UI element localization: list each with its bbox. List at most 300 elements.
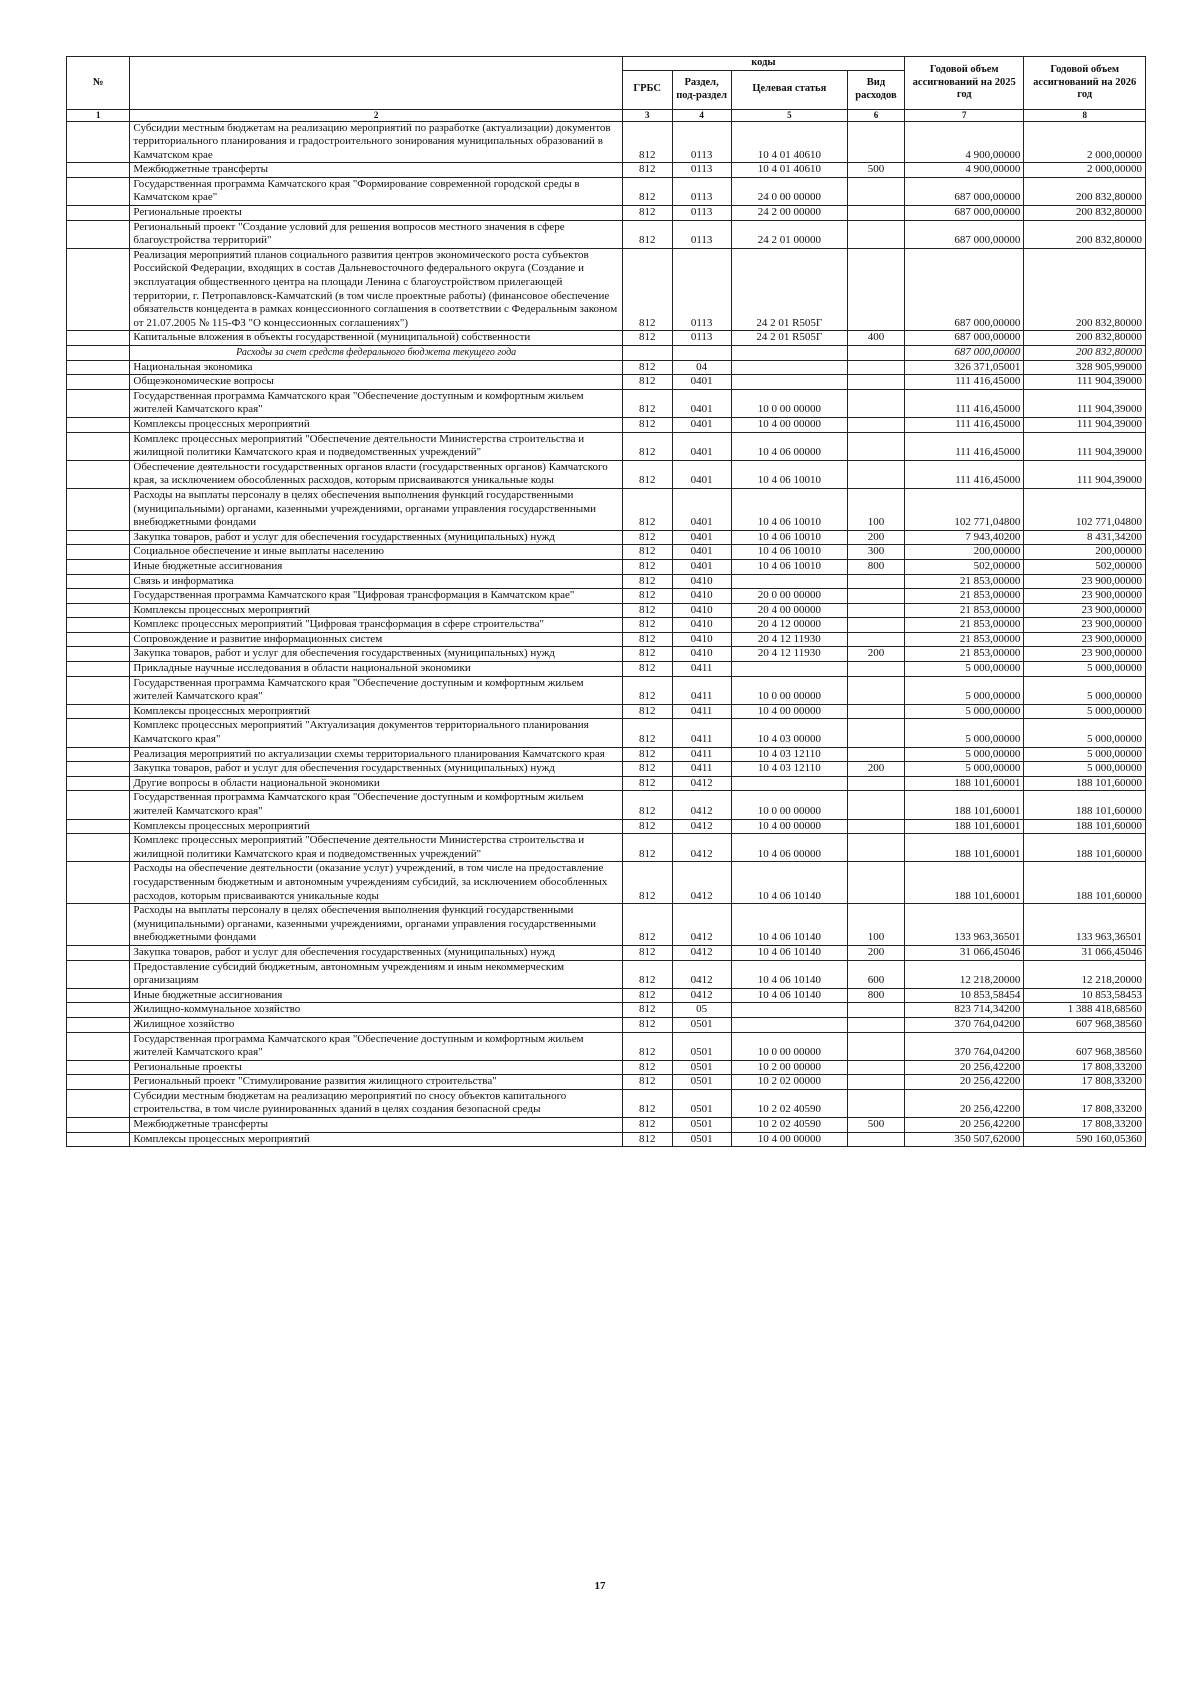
row-number-cell — [67, 676, 130, 704]
row-expense-type-cell — [847, 574, 904, 589]
table-row — [67, 704, 1146, 719]
row-grbs-cell: 812 — [622, 632, 672, 647]
table-row — [67, 206, 1146, 221]
row-expense-type-cell: 100 — [847, 904, 904, 946]
row-name-cell: Жилищно-коммунальное хозяйство — [130, 1003, 622, 1018]
table-row — [67, 1089, 1146, 1117]
row-section-cell: 0113 — [672, 206, 731, 221]
row-section-cell: 0411 — [672, 719, 731, 747]
row-number-cell — [67, 618, 130, 633]
row-target-article-cell: 10 2 02 40590 — [731, 1118, 847, 1133]
row-section-cell: 0501 — [672, 1075, 731, 1090]
col-number-3: 3 — [622, 109, 672, 121]
row-amount-2025-cell: 687 000,00000 — [905, 177, 1024, 205]
row-name-cell: Комплексы процессных мероприятий — [130, 417, 622, 432]
row-expense-type-cell — [847, 121, 904, 163]
row-amount-2026-cell: 31 066,45046 — [1024, 945, 1146, 960]
row-target-article-cell: 10 4 06 10010 — [731, 488, 847, 530]
header-target-article: Целевая статья — [731, 70, 847, 109]
row-expense-type-cell — [847, 719, 904, 747]
row-name-cell: Государственная программа Камчатского края "Обеспечение доступным и комфортным жильем жителей Камчатского края" — [130, 389, 622, 417]
row-amount-2025-cell: 188 101,60001 — [905, 819, 1024, 834]
row-section-cell: 0113 — [672, 121, 731, 163]
row-number-cell — [67, 632, 130, 647]
row-section-cell: 0412 — [672, 819, 731, 834]
row-target-article-cell — [731, 1017, 847, 1032]
row-amount-2025-cell: 111 416,45000 — [905, 417, 1024, 432]
row-target-article-cell: 24 2 01 R505Г — [731, 331, 847, 346]
row-grbs-cell: 812 — [622, 1017, 672, 1032]
row-name-cell: Государственная программа Камчатского края "Обеспечение доступным и комфортным жильем жителей Камчатского края" — [130, 1032, 622, 1060]
row-section-cell: 0113 — [672, 248, 731, 331]
row-expense-type-cell — [847, 417, 904, 432]
row-expense-type-cell: 200 — [847, 530, 904, 545]
row-section-cell: 0412 — [672, 834, 731, 862]
row-grbs-cell: 812 — [622, 206, 672, 221]
row-name-cell: Расходы на выплаты персоналу в целях обеспечения выполнения функций государственными (муниципальными) органами, казенными учреждениями, органами управления государственными внебюджетными фондами — [130, 904, 622, 946]
row-expense-type-cell — [847, 432, 904, 460]
row-expense-type-cell: 200 — [847, 647, 904, 662]
row-name-cell: Государственная программа Камчатского края "Формирование современной городской среды в Камчатском крае" — [130, 177, 622, 205]
row-target-article-cell: 10 4 06 10140 — [731, 862, 847, 904]
row-name-cell: Государственная программа Камчатского края "Обеспечение доступным и комфортным жильем жителей Камчатского края" — [130, 676, 622, 704]
row-grbs-cell: 812 — [622, 574, 672, 589]
row-expense-type-cell — [847, 676, 904, 704]
row-grbs-cell: 812 — [622, 177, 672, 205]
row-amount-2025-cell: 21 853,00000 — [905, 632, 1024, 647]
row-section-cell: 0412 — [672, 945, 731, 960]
row-amount-2025-cell: 687 000,00000 — [905, 346, 1024, 361]
row-target-article-cell: 10 4 00 00000 — [731, 819, 847, 834]
row-amount-2026-cell: 188 101,60000 — [1024, 776, 1146, 791]
row-name-cell: Расходы на выплаты персоналу в целях обеспечения выполнения функций государственными (муниципальными) органами, казенными учреждениями, органами управления государственными внебюджетными фондами — [130, 488, 622, 530]
row-number-cell — [67, 662, 130, 677]
row-amount-2026-cell: 23 900,00000 — [1024, 632, 1146, 647]
row-number-cell — [67, 791, 130, 819]
row-grbs-cell: 812 — [622, 945, 672, 960]
row-number-cell — [67, 1003, 130, 1018]
table-row — [67, 834, 1146, 862]
row-amount-2025-cell: 7 943,40200 — [905, 530, 1024, 545]
row-amount-2025-cell: 687 000,00000 — [905, 220, 1024, 248]
row-number-cell — [67, 375, 130, 390]
row-amount-2025-cell: 5 000,00000 — [905, 676, 1024, 704]
row-number-cell — [67, 1017, 130, 1032]
row-expense-type-cell: 100 — [847, 488, 904, 530]
row-name-cell: Комплексы процессных мероприятий — [130, 603, 622, 618]
row-amount-2025-cell: 4 900,00000 — [905, 163, 1024, 178]
row-amount-2025-cell: 20 256,42200 — [905, 1118, 1024, 1133]
row-amount-2026-cell: 200 832,80000 — [1024, 206, 1146, 221]
row-grbs-cell: 812 — [622, 762, 672, 777]
col-number-4: 4 — [672, 109, 731, 121]
row-number-cell — [67, 1118, 130, 1133]
row-amount-2026-cell: 328 905,99000 — [1024, 360, 1146, 375]
row-grbs-cell: 812 — [622, 904, 672, 946]
row-section-cell: 0412 — [672, 960, 731, 988]
row-section-cell: 0501 — [672, 1060, 731, 1075]
row-name-cell: Комплексы процессных мероприятий — [130, 1132, 622, 1147]
col-number-8: 8 — [1024, 109, 1146, 121]
row-target-article-cell: 10 4 06 10010 — [731, 460, 847, 488]
row-target-article-cell: 20 0 00 00000 — [731, 589, 847, 604]
row-target-article-cell: 24 0 00 00000 — [731, 177, 847, 205]
row-number-cell — [67, 747, 130, 762]
row-section-cell: 0501 — [672, 1132, 731, 1147]
row-amount-2025-cell: 20 256,42200 — [905, 1075, 1024, 1090]
row-name-cell: Расходы на обеспечение деятельности (оказание услуг) учреждений, в том числе на предоставление государственным бюджетным и автономным учреждениям субсидий, за исключением обособленных расходов, которым присваиваются уникальные коды — [130, 862, 622, 904]
row-expense-type-cell: 300 — [847, 545, 904, 560]
col-number-5: 5 — [731, 109, 847, 121]
table-row — [67, 719, 1146, 747]
row-name-cell: Реализация мероприятий по актуализации схемы территориального планирования Камчатского края — [130, 747, 622, 762]
row-section-cell: 0411 — [672, 662, 731, 677]
row-expense-type-cell — [847, 819, 904, 834]
table-row — [67, 589, 1146, 604]
row-section-cell: 0401 — [672, 530, 731, 545]
table-row — [67, 1132, 1146, 1147]
row-grbs-cell: 812 — [622, 960, 672, 988]
row-expense-type-cell — [847, 589, 904, 604]
row-grbs-cell: 812 — [622, 1075, 672, 1090]
row-expense-type-cell — [847, 360, 904, 375]
row-amount-2026-cell: 1 388 418,68560 — [1024, 1003, 1146, 1018]
row-amount-2025-cell: 20 256,42200 — [905, 1089, 1024, 1117]
row-expense-type-cell — [847, 618, 904, 633]
row-section-cell: 0412 — [672, 776, 731, 791]
row-target-article-cell: 20 4 12 11930 — [731, 647, 847, 662]
table-row — [67, 432, 1146, 460]
row-target-article-cell: 10 4 06 10010 — [731, 559, 847, 574]
row-amount-2026-cell: 102 771,04800 — [1024, 488, 1146, 530]
row-amount-2025-cell: 370 764,04200 — [905, 1017, 1024, 1032]
row-grbs-cell: 812 — [622, 121, 672, 163]
row-number-cell — [67, 177, 130, 205]
row-number-cell — [67, 988, 130, 1003]
row-name-cell: Комплекс процессных мероприятий "Цифровая трансформация в сфере строительства" — [130, 618, 622, 633]
row-section-cell: 0113 — [672, 177, 731, 205]
row-section-cell: 0401 — [672, 488, 731, 530]
row-grbs-cell: 812 — [622, 488, 672, 530]
row-name-cell: Предоставление субсидий бюджетным, автономным учреждениям и иным некоммерческим организациям — [130, 960, 622, 988]
row-amount-2026-cell: 5 000,00000 — [1024, 719, 1146, 747]
row-section-cell: 0401 — [672, 389, 731, 417]
row-section-cell: 0401 — [672, 545, 731, 560]
row-target-article-cell: 10 4 06 00000 — [731, 834, 847, 862]
row-grbs-cell: 812 — [622, 603, 672, 618]
row-expense-type-cell — [847, 177, 904, 205]
row-amount-2025-cell: 687 000,00000 — [905, 248, 1024, 331]
row-expense-type-cell — [847, 389, 904, 417]
row-section-cell: 0501 — [672, 1118, 731, 1133]
row-target-article-cell: 20 4 12 11930 — [731, 632, 847, 647]
row-target-article-cell: 20 4 00 00000 — [731, 603, 847, 618]
row-amount-2026-cell: 200 832,80000 — [1024, 248, 1146, 331]
table-row — [67, 1060, 1146, 1075]
row-number-cell — [67, 904, 130, 946]
row-amount-2025-cell: 5 000,00000 — [905, 704, 1024, 719]
row-target-article-cell: 10 0 00 00000 — [731, 1032, 847, 1060]
table-row — [67, 662, 1146, 677]
row-name-cell: Региональный проект "Стимулирование развития жилищного строительства" — [130, 1075, 622, 1090]
row-name-cell: Государственная программа Камчатского края "Цифровая трансформация в Камчатском крае" — [130, 589, 622, 604]
row-section-cell: 04 — [672, 360, 731, 375]
row-target-article-cell — [731, 574, 847, 589]
table-header — [67, 57, 1146, 122]
row-grbs-cell: 812 — [622, 662, 672, 677]
row-target-article-cell: 10 4 00 00000 — [731, 1132, 847, 1147]
row-target-article-cell — [731, 360, 847, 375]
row-target-article-cell: 10 4 06 10140 — [731, 945, 847, 960]
row-section-cell: 0410 — [672, 632, 731, 647]
table-row — [67, 632, 1146, 647]
row-amount-2026-cell: 23 900,00000 — [1024, 618, 1146, 633]
row-expense-type-cell: 500 — [847, 163, 904, 178]
table-row — [67, 177, 1146, 205]
row-grbs-cell: 812 — [622, 1060, 672, 1075]
row-amount-2025-cell: 326 371,05001 — [905, 360, 1024, 375]
header-codes: коды — [622, 57, 904, 71]
row-target-article-cell: 10 2 00 00000 — [731, 1060, 847, 1075]
table-row — [67, 375, 1146, 390]
row-expense-type-cell — [847, 747, 904, 762]
row-expense-type-cell — [847, 1003, 904, 1018]
row-number-cell — [67, 647, 130, 662]
row-target-article-cell: 10 4 06 10010 — [731, 545, 847, 560]
row-number-cell — [67, 1032, 130, 1060]
row-number-cell — [67, 488, 130, 530]
table-row — [67, 647, 1146, 662]
table-row — [67, 676, 1146, 704]
row-target-article-cell: 10 4 06 10140 — [731, 960, 847, 988]
row-amount-2025-cell: 5 000,00000 — [905, 719, 1024, 747]
header-name — [130, 57, 622, 110]
row-expense-type-cell — [847, 1089, 904, 1117]
row-grbs-cell: 812 — [622, 220, 672, 248]
row-amount-2025-cell: 111 416,45000 — [905, 432, 1024, 460]
table-row — [67, 163, 1146, 178]
table-row — [67, 1118, 1146, 1133]
row-expense-type-cell — [847, 206, 904, 221]
row-number-cell — [67, 1132, 130, 1147]
row-name-cell: Общеэкономические вопросы — [130, 375, 622, 390]
header-number: № — [67, 57, 130, 110]
row-amount-2025-cell: 188 101,60001 — [905, 834, 1024, 862]
table-row — [67, 574, 1146, 589]
row-amount-2025-cell: 350 507,62000 — [905, 1132, 1024, 1147]
row-number-cell — [67, 603, 130, 618]
row-expense-type-cell — [847, 662, 904, 677]
row-name-cell: Закупка товаров, работ и услуг для обеспечения государственных (муниципальных) нужд — [130, 762, 622, 777]
table-row — [67, 417, 1146, 432]
table-row — [67, 220, 1146, 248]
row-target-article-cell — [731, 346, 847, 361]
row-amount-2026-cell: 111 904,39000 — [1024, 375, 1146, 390]
row-amount-2025-cell: 687 000,00000 — [905, 331, 1024, 346]
table-row — [67, 460, 1146, 488]
row-expense-type-cell — [847, 346, 904, 361]
row-number-cell — [67, 545, 130, 560]
row-amount-2026-cell: 5 000,00000 — [1024, 762, 1146, 777]
row-amount-2025-cell: 200,00000 — [905, 545, 1024, 560]
col-number-2: 2 — [130, 109, 622, 121]
row-name-cell: Национальная экономика — [130, 360, 622, 375]
table-row — [67, 862, 1146, 904]
row-number-cell — [67, 776, 130, 791]
row-amount-2026-cell: 8 431,34200 — [1024, 530, 1146, 545]
row-number-cell — [67, 1075, 130, 1090]
row-expense-type-cell — [847, 862, 904, 904]
row-grbs-cell: 812 — [622, 1132, 672, 1147]
row-grbs-cell: 812 — [622, 988, 672, 1003]
row-section-cell: 0401 — [672, 417, 731, 432]
row-expense-type-cell — [847, 1032, 904, 1060]
row-section-cell: 0401 — [672, 375, 731, 390]
row-name-cell: Субсидии местным бюджетам на реализацию мероприятий по разработке (актуализации) документов территориального планирования и градостроительного зонирования муниципальных образований в Камчатском крае — [130, 121, 622, 163]
row-name-cell: Капитальные вложения в объекты государственной (муниципальной) собственности — [130, 331, 622, 346]
row-expense-type-cell: 600 — [847, 960, 904, 988]
row-grbs-cell: 812 — [622, 163, 672, 178]
row-amount-2025-cell: 21 853,00000 — [905, 589, 1024, 604]
row-name-cell: Закупка товаров, работ и услуг для обеспечения государственных (муниципальных) нужд — [130, 647, 622, 662]
row-name-cell: Комплекс процессных мероприятий "Обеспечение деятельности Министерства строительства и жилищной политики Камчатского края и подведомственных учреждений" — [130, 432, 622, 460]
budget-table — [66, 56, 1146, 1147]
row-section-cell: 0412 — [672, 988, 731, 1003]
table-row — [67, 1075, 1146, 1090]
row-target-article-cell: 10 4 06 10140 — [731, 988, 847, 1003]
table-row — [67, 1017, 1146, 1032]
col-number-1: 1 — [67, 109, 130, 121]
row-target-article-cell — [731, 375, 847, 390]
row-amount-2026-cell: 23 900,00000 — [1024, 603, 1146, 618]
row-expense-type-cell — [847, 776, 904, 791]
row-amount-2025-cell: 188 101,60001 — [905, 862, 1024, 904]
row-section-cell: 0401 — [672, 460, 731, 488]
row-amount-2026-cell: 200 832,80000 — [1024, 177, 1146, 205]
row-target-article-cell: 24 2 01 00000 — [731, 220, 847, 248]
row-grbs-cell: 812 — [622, 530, 672, 545]
row-amount-2026-cell: 5 000,00000 — [1024, 747, 1146, 762]
row-target-article-cell: 10 4 06 00000 — [731, 432, 847, 460]
row-section-cell: 0412 — [672, 862, 731, 904]
row-name-cell: Сопровождение и развитие информационных систем — [130, 632, 622, 647]
table-row — [67, 776, 1146, 791]
row-name-cell: Комплекс процессных мероприятий "Актуализация документов территориального планирования Камчатского края" — [130, 719, 622, 747]
row-target-article-cell: 10 4 03 12110 — [731, 747, 847, 762]
row-amount-2026-cell: 111 904,39000 — [1024, 432, 1146, 460]
row-number-cell — [67, 206, 130, 221]
table-row — [67, 960, 1146, 988]
row-amount-2025-cell: 21 853,00000 — [905, 647, 1024, 662]
row-target-article-cell: 10 4 01 40610 — [731, 163, 847, 178]
row-amount-2025-cell: 10 853,58454 — [905, 988, 1024, 1003]
row-amount-2026-cell: 23 900,00000 — [1024, 589, 1146, 604]
header-expense-type: Вид расходов — [847, 70, 904, 109]
row-amount-2026-cell: 17 808,33200 — [1024, 1118, 1146, 1133]
row-amount-2026-cell: 17 808,33200 — [1024, 1060, 1146, 1075]
row-amount-2026-cell: 200,00000 — [1024, 545, 1146, 560]
row-amount-2025-cell: 188 101,60001 — [905, 776, 1024, 791]
row-number-cell — [67, 1089, 130, 1117]
table-row — [67, 121, 1146, 163]
row-section-cell: 0410 — [672, 618, 731, 633]
row-amount-2026-cell: 5 000,00000 — [1024, 662, 1146, 677]
row-section-cell: 0410 — [672, 647, 731, 662]
row-section-cell: 0501 — [672, 1089, 731, 1117]
row-target-article-cell — [731, 776, 847, 791]
row-amount-2026-cell: 2 000,00000 — [1024, 163, 1146, 178]
row-expense-type-cell — [847, 1060, 904, 1075]
row-amount-2026-cell: 590 160,05360 — [1024, 1132, 1146, 1147]
row-number-cell — [67, 360, 130, 375]
row-amount-2025-cell: 5 000,00000 — [905, 662, 1024, 677]
row-expense-type-cell: 200 — [847, 762, 904, 777]
table-row — [67, 988, 1146, 1003]
row-section-cell: 0410 — [672, 574, 731, 589]
row-expense-type-cell: 200 — [847, 945, 904, 960]
row-section-cell: 05 — [672, 1003, 731, 1018]
row-number-cell — [67, 432, 130, 460]
row-name-cell: Комплекс процессных мероприятий "Обеспечение деятельности Министерства строительства и жилищной политики Камчатского края и подведомственных учреждений" — [130, 834, 622, 862]
row-name-cell: Другие вопросы в области национальной экономики — [130, 776, 622, 791]
row-amount-2026-cell: 17 808,33200 — [1024, 1089, 1146, 1117]
row-name-cell: Межбюджетные трансферты — [130, 163, 622, 178]
row-amount-2026-cell: 5 000,00000 — [1024, 676, 1146, 704]
row-amount-2026-cell: 200 832,80000 — [1024, 220, 1146, 248]
row-grbs-cell: 812 — [622, 432, 672, 460]
table-row — [67, 360, 1146, 375]
row-section-cell: 0410 — [672, 589, 731, 604]
row-name-cell: Субсидии местным бюджетам на реализацию мероприятий по сносу объектов капитального строительства, в том числе руинированных зданий в целях создания безопасной среды — [130, 1089, 622, 1117]
row-name-cell: Расходы за счет средств федерального бюджета текущего года — [130, 346, 622, 361]
row-section-cell: 0411 — [672, 747, 731, 762]
row-section-cell: 0113 — [672, 163, 731, 178]
table-row — [67, 791, 1146, 819]
table-row — [67, 819, 1146, 834]
row-section-cell: 0411 — [672, 704, 731, 719]
row-amount-2025-cell: 111 416,45000 — [905, 460, 1024, 488]
col-number-6: 6 — [847, 109, 904, 121]
row-amount-2026-cell: 200 832,80000 — [1024, 346, 1146, 361]
row-grbs-cell: 812 — [622, 791, 672, 819]
row-name-cell: Региональный проект "Создание условий для решения вопросов местного значения в сфере благоустройства территорий" — [130, 220, 622, 248]
row-expense-type-cell: 800 — [847, 988, 904, 1003]
row-target-article-cell: 10 0 00 00000 — [731, 389, 847, 417]
row-amount-2026-cell: 17 808,33200 — [1024, 1075, 1146, 1090]
row-grbs-cell: 812 — [622, 331, 672, 346]
row-grbs-cell: 812 — [622, 776, 672, 791]
row-section-cell: 0401 — [672, 559, 731, 574]
row-amount-2026-cell: 111 904,39000 — [1024, 389, 1146, 417]
row-number-cell — [67, 417, 130, 432]
row-number-cell — [67, 719, 130, 747]
row-expense-type-cell: 400 — [847, 331, 904, 346]
row-section-cell: 0401 — [672, 432, 731, 460]
row-target-article-cell: 20 4 12 00000 — [731, 618, 847, 633]
header-year-2025: Годовой объем ассигнований на 2025 год — [905, 57, 1024, 110]
row-expense-type-cell — [847, 375, 904, 390]
row-number-cell — [67, 346, 130, 361]
row-expense-type-cell — [847, 603, 904, 618]
row-section-cell: 0501 — [672, 1017, 731, 1032]
row-name-cell: Связь и информатика — [130, 574, 622, 589]
row-target-article-cell: 10 0 00 00000 — [731, 791, 847, 819]
row-number-cell — [67, 762, 130, 777]
row-expense-type-cell — [847, 220, 904, 248]
header-grbs: ГРБС — [622, 70, 672, 109]
row-amount-2025-cell: 111 416,45000 — [905, 375, 1024, 390]
row-amount-2026-cell: 12 218,20000 — [1024, 960, 1146, 988]
